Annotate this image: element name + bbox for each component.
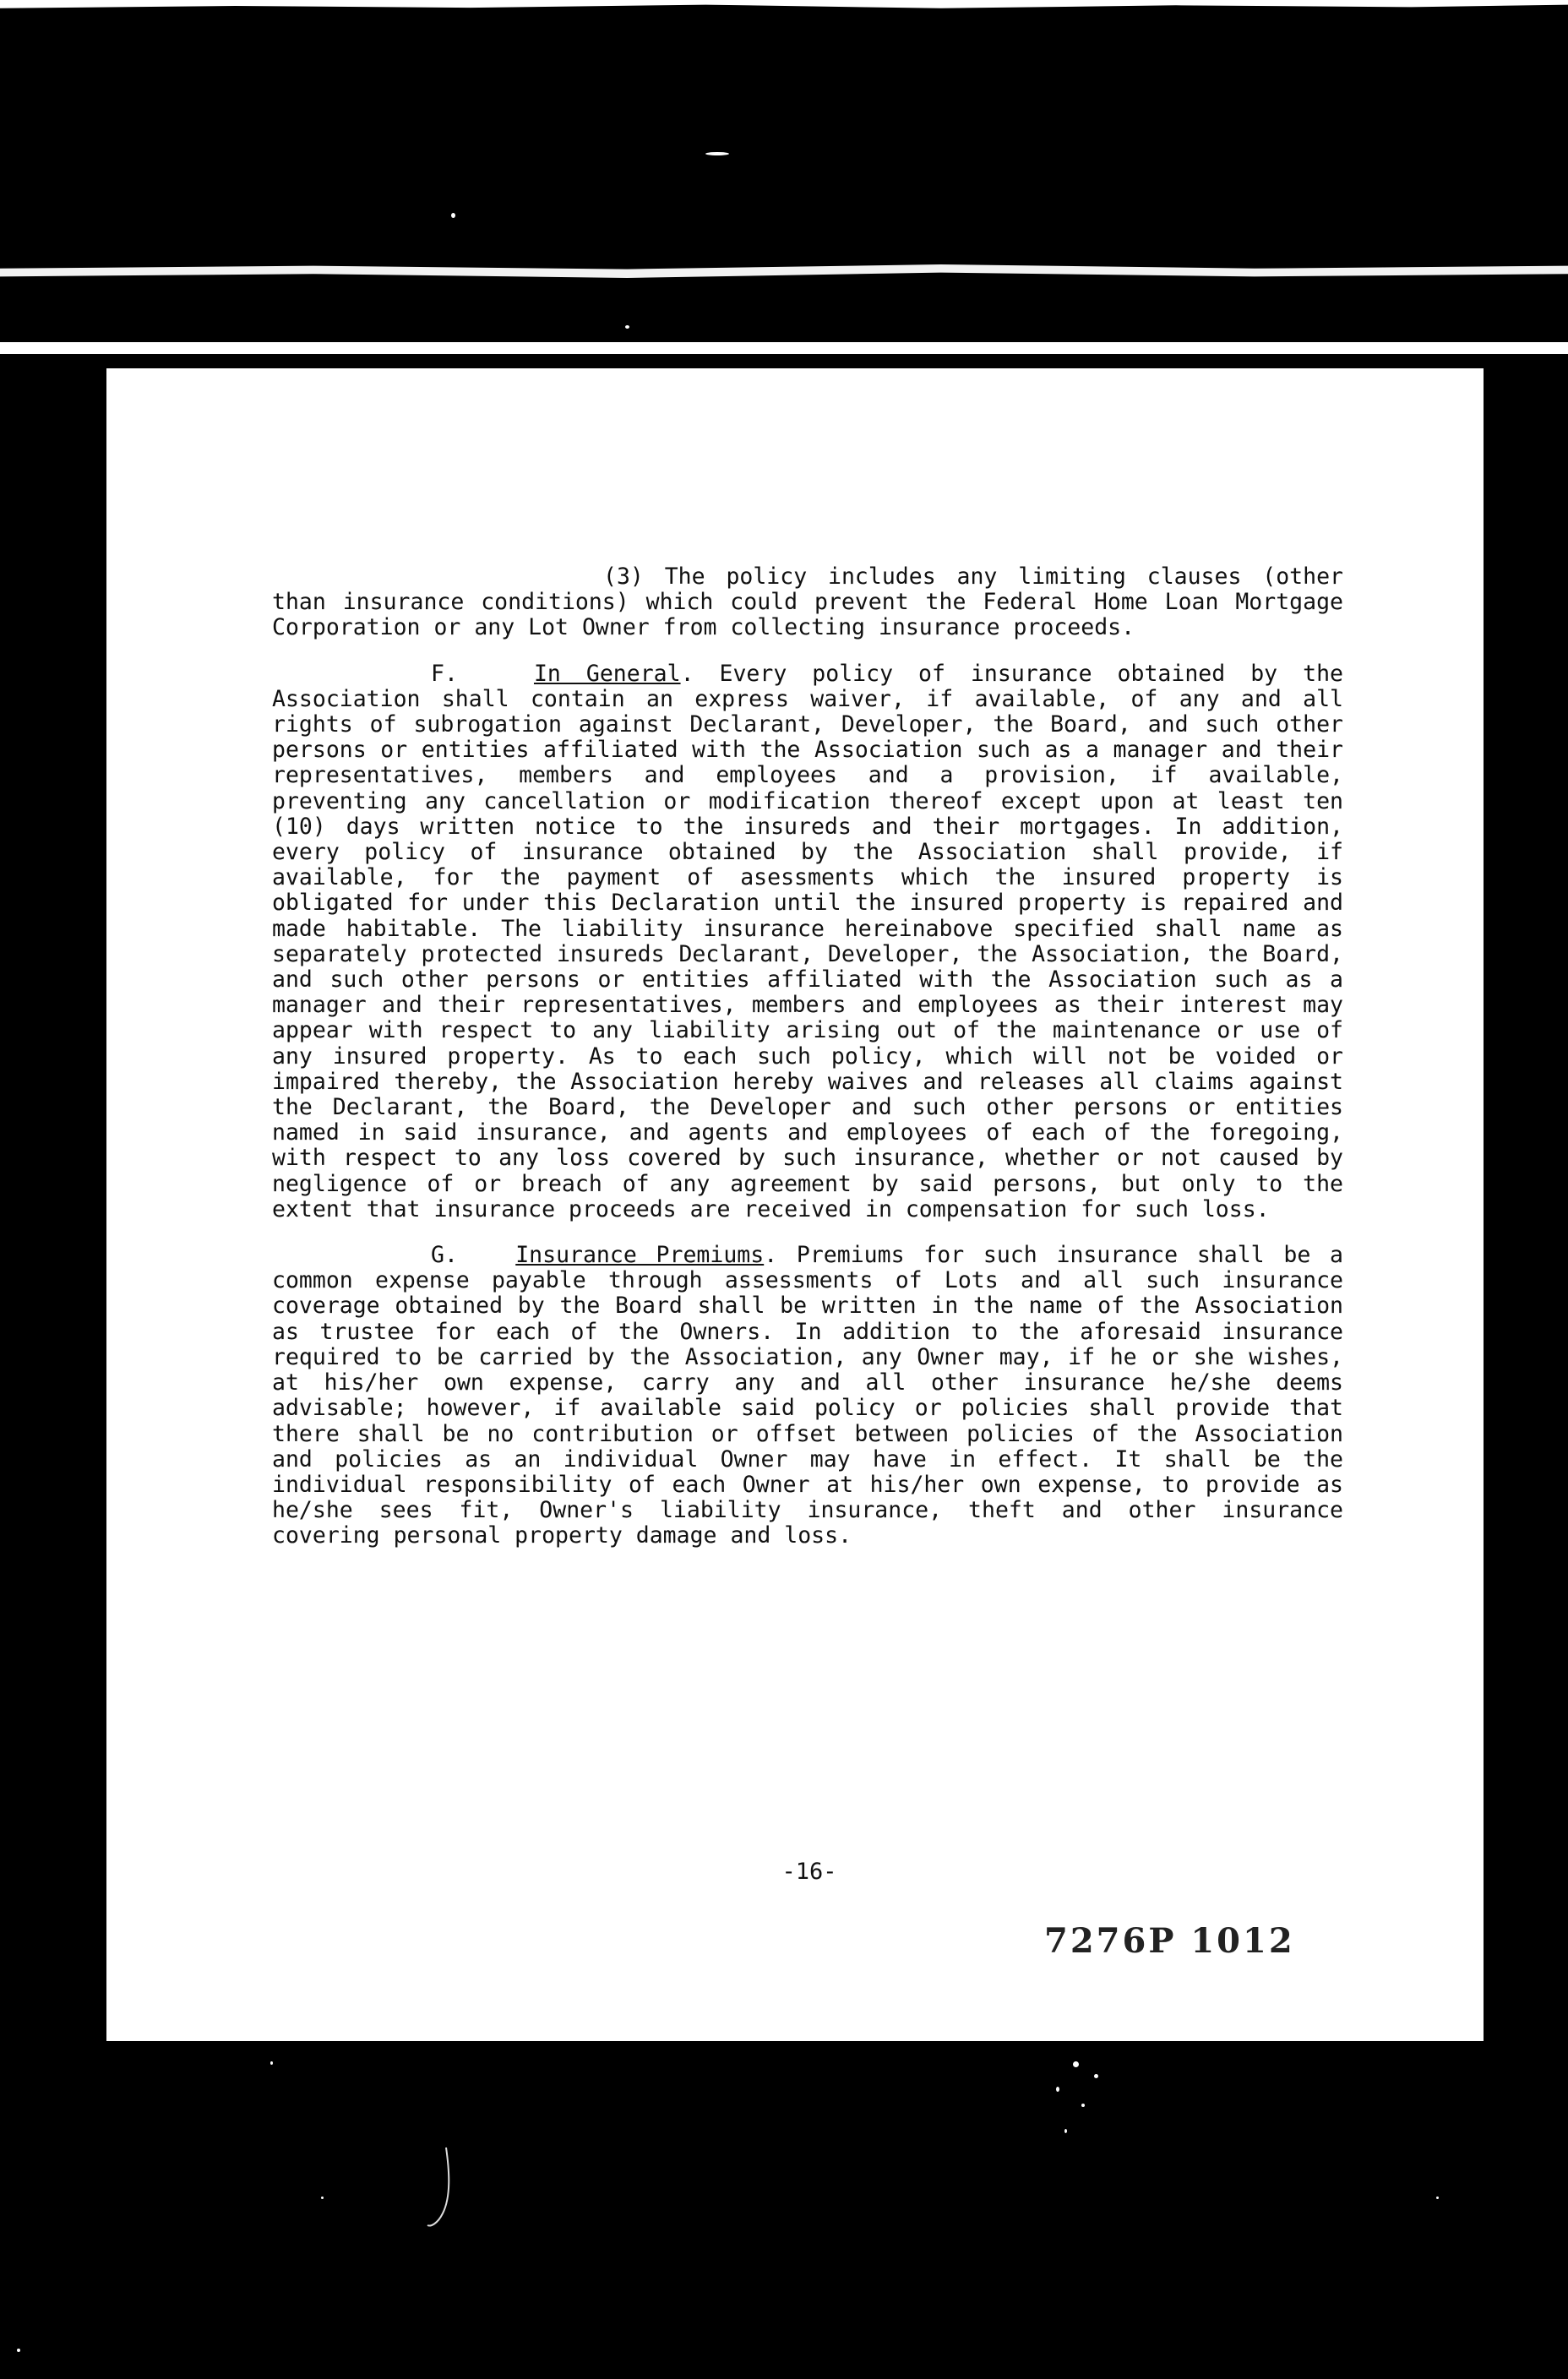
scan-speck [1436, 2197, 1439, 2199]
section-f [272, 661, 1343, 1222]
scan-edge-middle [0, 264, 1568, 278]
section-g [272, 1243, 1343, 1549]
section-f-heading: In General [533, 660, 681, 687]
scan-squiggle [422, 2146, 456, 2230]
scan-speck [1094, 2074, 1098, 2078]
section-f-letter: F. [431, 660, 458, 687]
document-body [272, 564, 1343, 1570]
section-g-heading: Insurance Premiums [515, 1242, 765, 1269]
book-page-stamp: 7276P 1012 [1044, 1921, 1295, 1961]
scan-speck [321, 2197, 324, 2199]
section-g-letter: G. [431, 1242, 458, 1269]
scan-speck [705, 152, 729, 155]
scan-speck [625, 325, 629, 329]
scan-speck [1064, 2129, 1067, 2133]
paragraph-3: (3) The policy includes any limiting clauses (other than insurance conditions) which could prevent the Federal Home Loan Mortgage Corporation or any Lot Owner from collecting insurance proceeds. [272, 563, 1343, 641]
scan-speck [17, 2349, 20, 2352]
section-g-body: . Premiums for such insurance shall be a common expense payable through assessments of Lots and all such insurance coverage obtained by the Board shall be written in the name of the Association as trustee for each of the Owners. In addition to the aforesaid insurance required to be carried by the Association, any Owner may, if he or she wishes, at his/her own expense, carry any and all other insurance he/she deems advisable; however, if available said policy or policies shall provide that there shall be no contribution or offset between policies of the Association and policies as an individual Owner may have in effect. It shall be the individual responsibility of each Owner at his/her own expense, to provide as he/she sees fit, Owner's liability insurance, theft and other insurance covering personal property damage and loss. [272, 1242, 1343, 1549]
section-f-body: . Every policy of insurance obtained by the Association shall contain an express waiver, if available, of any and all rights of subrogation against Declarant, Developer, the Board, and such other persons or entities affiliated with the Association such as a manager and their representatives, members and employees and a provision, if available, preventing any cancellation or modification thereof except upon at least ten (10) days written notice to the insureds and their mortgages. In addition, every policy of insurance obtained by the Association shall provide, if available, for the payment of asessments which the insured property is obligated for under this Declaration until the insured property is repaired and made habitable. The liability insurance hereinabove specified shall name as separately protected insureds Declarant, Developer, the Association, the Board, and such other persons or entities affiliated with the Association such as a manager and their representatives, members and employees as their interest may appear with respect to any liability arising out of the maintenance or use of any insured property. As to each such policy, which will not be voided or impaired thereby, the Association hereby waives and releases all claims against the Declarant, the Board, the Developer and such other persons or entities named in said insurance, and agents and employees of each of the foregoing, with respect to any loss covered by such insurance, whether or not caused by negligence of or breach of any agreement by said persons, but only to the extent that insurance proceeds are received in compensation for such loss. [272, 660, 1343, 1222]
scan-speck [270, 2061, 273, 2065]
scan-speck [1056, 2087, 1059, 2092]
scan-edge-top [0, 0, 1568, 12]
scan-edge-lower [0, 342, 1568, 354]
scan-speck [1073, 2061, 1079, 2067]
scan-speck [1081, 2104, 1085, 2107]
scan-speck [451, 213, 455, 218]
page-number: -16- [781, 1859, 837, 1885]
